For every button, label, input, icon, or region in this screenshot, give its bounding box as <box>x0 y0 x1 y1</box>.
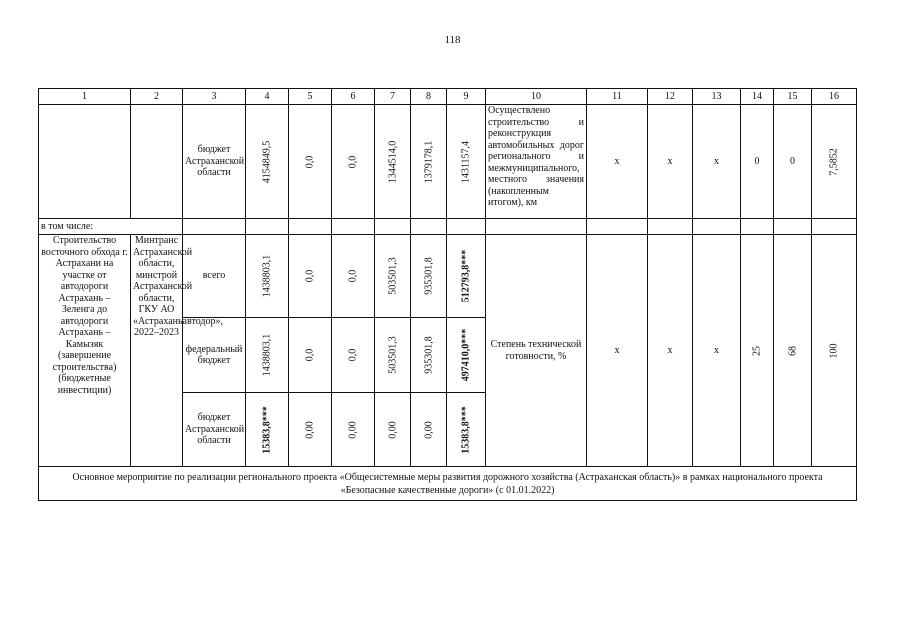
empty-cell <box>648 219 693 235</box>
value-cell: 503501,3 <box>375 318 411 393</box>
value-cell: 497410,0*** <box>447 318 486 393</box>
value-cell: 1438803,1 <box>246 235 289 318</box>
header-cell: 4 <box>246 89 289 105</box>
empty-cell <box>774 219 812 235</box>
value-cell: 935301,8 <box>411 235 447 318</box>
value-cell: 15383,8*** <box>246 393 289 467</box>
value-cell: 0,0 <box>289 105 332 219</box>
table-row <box>39 467 857 501</box>
value-cell: 1438803,1 <box>246 318 289 393</box>
header-cell: 6 <box>332 89 375 105</box>
value-cell: 0,0 <box>332 235 375 318</box>
value-cell: 1379178,1 <box>411 105 447 219</box>
empty-cell <box>332 219 375 235</box>
value-cell: 0,0 <box>289 235 332 318</box>
funding-source: федеральный бюджет <box>183 318 246 393</box>
value-cell: x <box>587 235 648 467</box>
header-cell: 11 <box>587 89 648 105</box>
header-cell: 7 <box>375 89 411 105</box>
value-cell: 0,00 <box>375 393 411 467</box>
empty-cell <box>411 219 447 235</box>
value-cell: 0,00 <box>289 393 332 467</box>
empty-cell <box>587 219 648 235</box>
table-row <box>39 235 857 318</box>
header-cell: 1 <box>39 89 131 105</box>
header-cell: 10 <box>486 89 587 105</box>
in-that-label: в том числе: <box>39 219 183 235</box>
value-cell: 1344514,0 <box>375 105 411 219</box>
header-cell: 8 <box>411 89 447 105</box>
value-cell: x <box>693 105 741 219</box>
funding-source: всего <box>183 235 246 318</box>
header-cell: 3 <box>183 89 246 105</box>
value-cell: 15383,8*** <box>447 393 486 467</box>
value-cell: 0,0 <box>332 105 375 219</box>
header-cell: 12 <box>648 89 693 105</box>
empty-cell <box>289 219 332 235</box>
empty-cell <box>693 219 741 235</box>
funding-source: бюджет Астраханской области <box>183 105 246 219</box>
indicator-text: Осуществлено строительство и реконструкция автомобильных дорог регионального и межмуниципального, местного значения (накопленным итогом), км <box>486 105 587 219</box>
value-cell: x <box>648 235 693 467</box>
value-cell: 25 <box>741 235 774 467</box>
header-cell: 13 <box>693 89 741 105</box>
empty-cell <box>39 105 131 219</box>
value-cell: 935301,8 <box>411 318 447 393</box>
table-row <box>39 219 857 235</box>
project-name: Строительство восточного обхода г. Астрахани на участке от автодороги Астрахань – Зеленга до автодороги Астрахань – Камызяк (завершение строительства) (бюджетные инвестиции) <box>39 235 131 467</box>
value-cell: x <box>648 105 693 219</box>
header-cell: 14 <box>741 89 774 105</box>
value-cell: 100 <box>812 235 857 467</box>
value-cell: 503501,3 <box>375 235 411 318</box>
empty-cell <box>486 219 587 235</box>
value-cell: 0,0 <box>289 318 332 393</box>
table-row <box>39 105 857 219</box>
header-row <box>39 89 857 105</box>
value-cell: x <box>587 105 648 219</box>
footer-note: Основное мероприятие по реализации регионального проекта «Общесистемные меры развития дорожного хозяйства (Астраханская область)» в рамках национального проекта «Безопасные качественные дороги» (с 01.01.2022) <box>39 467 857 501</box>
value-cell: 0,00 <box>411 393 447 467</box>
header-cell: 9 <box>447 89 486 105</box>
empty-cell <box>131 105 183 219</box>
header-cell: 2 <box>131 89 183 105</box>
header-cell: 16 <box>812 89 857 105</box>
empty-cell <box>741 219 774 235</box>
budget-table <box>38 88 857 501</box>
value-cell: 0 <box>774 105 812 219</box>
value-cell: 0 <box>741 105 774 219</box>
empty-cell <box>246 219 289 235</box>
empty-cell <box>375 219 411 235</box>
value-cell: 4154849,5 <box>246 105 289 219</box>
value-cell: 7,5852 <box>812 105 857 219</box>
value-cell: 0,0 <box>332 318 375 393</box>
indicator-text: Степень технической готовности, % <box>486 235 587 467</box>
empty-cell <box>447 219 486 235</box>
funding-source: бюджет Астраханской области <box>183 393 246 467</box>
value-cell: 0,00 <box>332 393 375 467</box>
value-cell: 512793,8*** <box>447 235 486 318</box>
value-cell: 68 <box>774 235 812 467</box>
empty-cell <box>183 219 246 235</box>
header-cell: 15 <box>774 89 812 105</box>
value-cell: x <box>693 235 741 467</box>
project-executor: Минтранс Астраханской области, минстрой Астраханской области, ГКУ АО «Астраханьавтодор», 2022–2023 <box>131 235 183 467</box>
page-number: 118 <box>444 34 461 46</box>
empty-cell <box>812 219 857 235</box>
header-cell: 5 <box>289 89 332 105</box>
value-cell: 1431157,4 <box>447 105 486 219</box>
